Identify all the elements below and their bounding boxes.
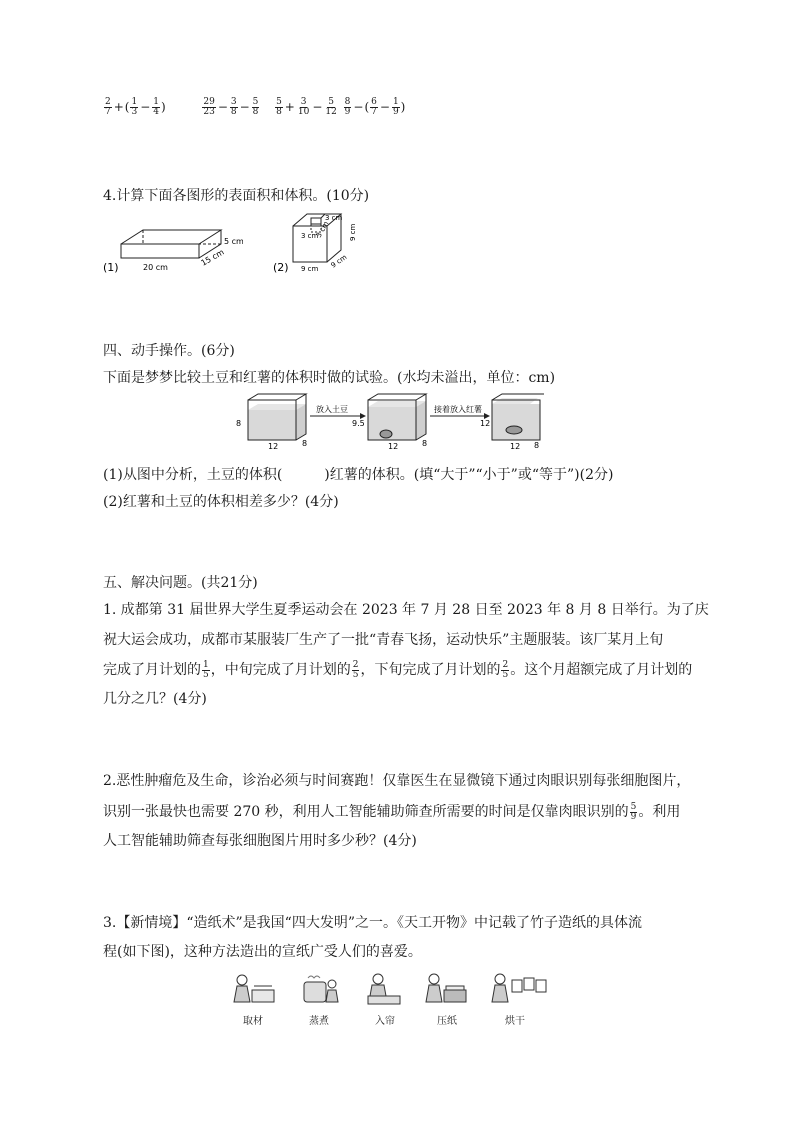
p3-line1: 3.【新情境】“造纸术”是我国“四大发明”之一。《天工开物》中记载了竹子造纸的具体流 bbox=[103, 915, 642, 931]
container-1 bbox=[248, 394, 306, 440]
c3-height: 12 bbox=[480, 419, 491, 428]
potato-icon bbox=[380, 430, 392, 438]
fig2-small-a: 3 cm bbox=[301, 232, 319, 240]
p1-line2: 祝大运会成功，成都市某服装厂生产了一批“青春飞扬，运动快乐”主题服装。该厂某月上旬 bbox=[103, 632, 664, 648]
step2-label: 接着放入红薯 bbox=[434, 405, 482, 414]
papermaking-steps bbox=[228, 972, 558, 1027]
q4-title: 4.计算下面各图形的表面积和体积。(10分) bbox=[103, 188, 370, 204]
fig2-small-b: 3 cm bbox=[314, 219, 331, 239]
q4-figure-1 bbox=[103, 214, 243, 280]
fig1-label: (1) bbox=[103, 261, 119, 274]
fig2-small-c: 3 cm bbox=[325, 214, 343, 222]
step-dry bbox=[490, 972, 550, 1027]
c3-width: 12 bbox=[510, 442, 521, 451]
step-label: 压纸 bbox=[437, 1016, 457, 1027]
fig2-big-w: 9 cm bbox=[301, 265, 319, 273]
p1-line4: 几分之几？(4分) bbox=[103, 691, 207, 707]
calc-row bbox=[103, 97, 405, 117]
person-pressing-paper-icon bbox=[422, 972, 472, 1008]
fig1-width: 15 cm bbox=[199, 247, 226, 268]
person-screen-icon bbox=[360, 972, 410, 1008]
c1-width: 12 bbox=[268, 442, 279, 451]
fig1-length: 20 cm bbox=[143, 263, 168, 272]
person-cutting-bamboo-icon bbox=[228, 972, 278, 1008]
p1-line3: 完成了月计划的 $\frac{1}{5}$ ，中旬完成了月计划的 $\frac{2}{5}$ ，下旬完成了月计划的 $\frac{2}{5}$ 。这个月超额完成了月计划的 bbox=[103, 659, 693, 680]
step-screen bbox=[360, 972, 410, 1027]
c2-width: 12 bbox=[388, 442, 399, 451]
fig2-big-h: 9 cm bbox=[349, 223, 357, 241]
steaming-pot-icon bbox=[294, 972, 344, 1008]
sec5-heading: 五、解决问题。(共21分) bbox=[103, 575, 258, 591]
p3-line2: 程(如下图)，这种方法造出的宣纸广受人们的喜爱。 bbox=[103, 944, 422, 960]
c1-height: 8 bbox=[236, 419, 242, 428]
person-drying-sheets-icon bbox=[490, 972, 550, 1008]
c2-depth: 8 bbox=[422, 439, 428, 448]
c1-depth: 8 bbox=[302, 439, 308, 448]
sec4-heading: 四、动手操作。(6分) bbox=[103, 343, 235, 359]
c2-height: 9.5 bbox=[352, 419, 365, 428]
fig1-height: 5 cm bbox=[224, 237, 243, 246]
sec4-intro: 下面是梦梦比较土豆和红薯的体积时做的试验。(水均未溢出，单位：cm) bbox=[103, 370, 556, 386]
expr-4: $\frac{8}{9}$ −( $\frac{6}{7}$ − $\frac{1}{9}$ ) bbox=[344, 97, 406, 117]
container-2 bbox=[368, 394, 426, 440]
step-label: 烘干 bbox=[505, 1016, 525, 1027]
p1-line1: 1. 成都第 31 届世界大学生夏季运动会在 2023 年 7 月 28 日至 2023 年 8 月 8 日举行。为了庆 bbox=[103, 602, 709, 618]
step-label: 蒸煮 bbox=[309, 1016, 329, 1027]
p2-line3: 人工智能辅助筛查每张细胞图片用时多少秒？(4分) bbox=[103, 833, 417, 849]
c3-depth: 8 bbox=[534, 441, 540, 450]
q4-figure-2 bbox=[273, 208, 373, 282]
p2-line2: 识别一张最快也需要 270 秒，利用人工智能辅助筛查所需要的时间是仅靠肉眼识别的 $\frac{5}{9}$ 。利用 bbox=[103, 801, 681, 822]
fig2-big-d: 9 cm bbox=[329, 253, 349, 270]
expr-2: $\frac{29}{23}$ − $\frac{3}{8}$ − $\frac{5}{8}$ bbox=[203, 97, 259, 117]
p2-line1: 2.恶性肿瘤危及生命，诊治必须与时间赛跑！仅靠医生在显微镜下通过肉眼识别每张细胞图片， bbox=[103, 773, 691, 789]
sec4-q1: (1)从图中分析，土豆的体积( )红薯的体积。(填“大于”“小于”或“等于”)(2分) bbox=[103, 467, 614, 483]
container-3 bbox=[492, 394, 544, 440]
step1-label: 放入土豆 bbox=[316, 405, 348, 414]
sweet-potato-icon bbox=[506, 426, 522, 434]
step-gather bbox=[228, 972, 278, 1027]
step-label: 取材 bbox=[243, 1016, 263, 1027]
step-steam bbox=[294, 972, 344, 1027]
sec4-experiment-figure bbox=[234, 390, 544, 456]
expr-3: $\frac{5}{8}$ + $\frac{3}{10}$ − $\frac{5}{12}$ bbox=[276, 97, 337, 117]
step-label: 入帘 bbox=[375, 1016, 395, 1027]
step-press bbox=[422, 972, 472, 1027]
sec4-q2: (2)红薯和土豆的体积相差多少？(4分) bbox=[103, 494, 339, 510]
fig2-label: (2) bbox=[273, 261, 289, 274]
expr-1: $\frac{2}{7}$ +( $\frac{1}{3}$ − $\frac{1}{4}$ ) bbox=[105, 97, 166, 117]
